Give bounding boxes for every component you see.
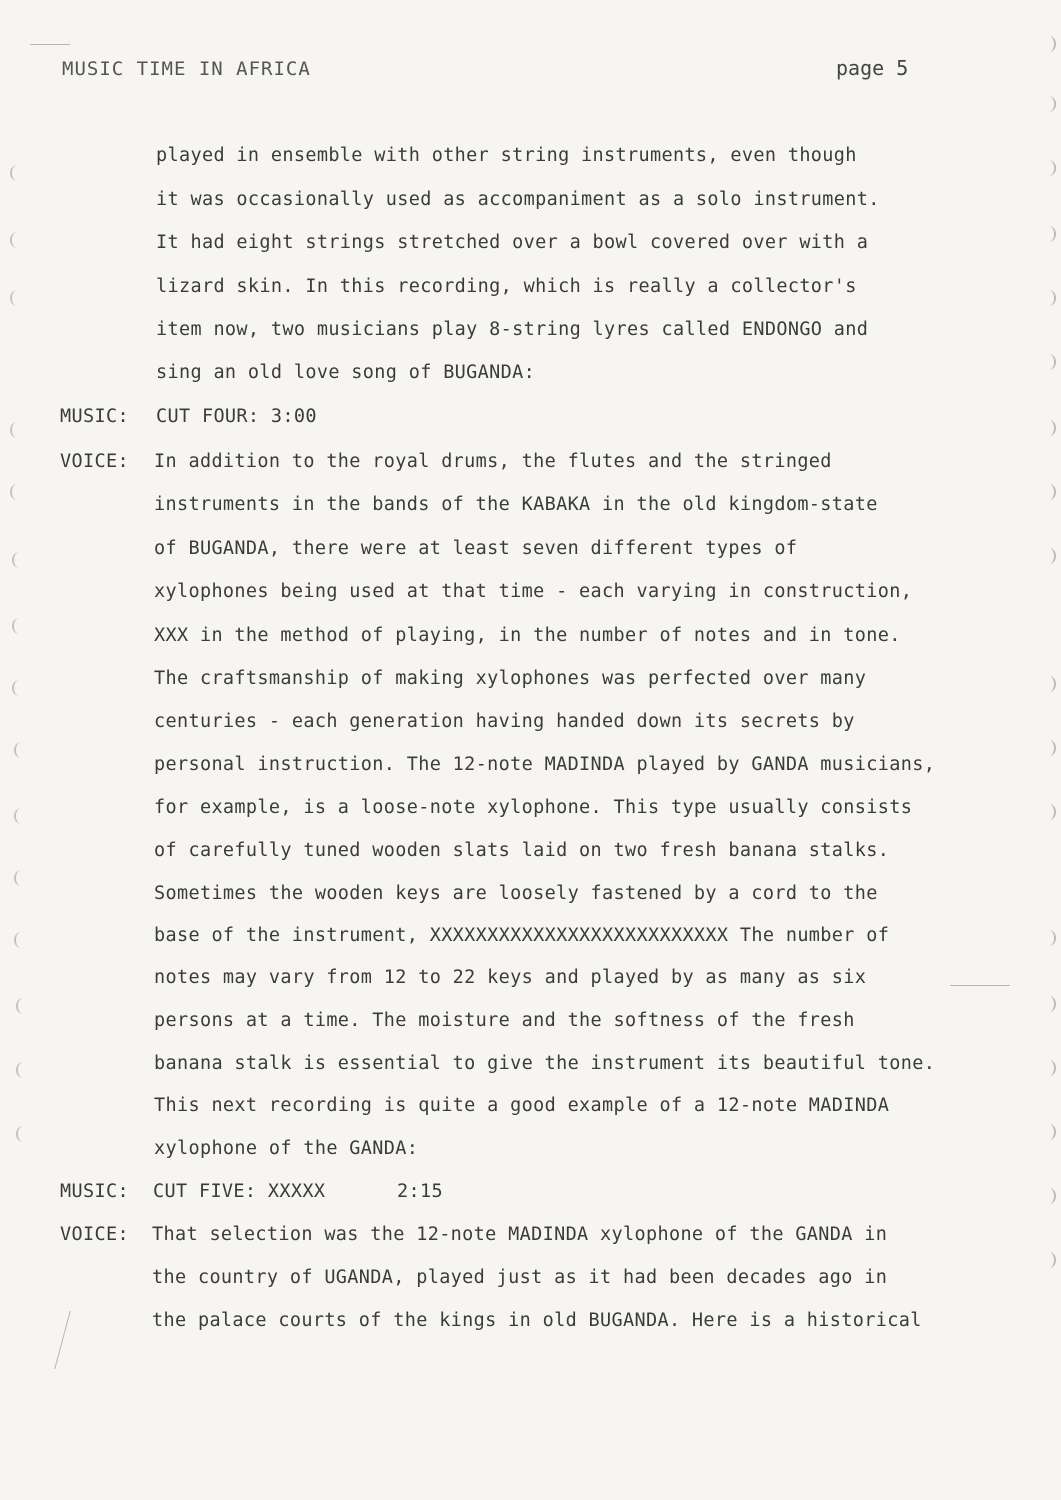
binder-hole [1042, 676, 1056, 692]
binder-hole [1042, 804, 1056, 820]
binder-hole [1042, 160, 1056, 176]
binder-hole [10, 422, 24, 438]
binder-hole [12, 680, 26, 696]
body-line: lizard skin. In this recording, which is really a collector's [156, 276, 857, 297]
voice-line: the palace courts of the kings in old BUGANDA. Here is a historical [152, 1310, 922, 1331]
binder-hole [1042, 996, 1056, 1012]
binder-hole [1042, 226, 1056, 242]
stray-mark [30, 44, 70, 45]
voice-line: centuries - each generation having handed down its secrets by [154, 711, 855, 732]
music-cue: CUT FOUR: 3:00 [156, 406, 317, 427]
voice-line: personal instruction. The 12-note MADINDA played by GANDA musicians, [154, 754, 936, 775]
stray-mark [950, 985, 1010, 986]
binder-hole [1042, 1188, 1056, 1204]
voice-label: VOICE: [60, 451, 129, 472]
binder-hole [1042, 1124, 1056, 1140]
binder-hole [10, 290, 24, 306]
binder-hole [1042, 548, 1056, 564]
voice-line: of carefully tuned wooden slats laid on two fresh banana stalks. [154, 840, 890, 861]
voice-line: xylophones being used at that time - each varying in construction, [154, 581, 913, 602]
body-line: sing an old love song of BUGANDA: [156, 362, 536, 383]
voice-line: The craftsmanship of making xylophones was perfected over many [154, 668, 867, 689]
binder-hole [1042, 1252, 1056, 1268]
voice-line: banana stalk is essential to give the instrument its beautiful tone. [154, 1053, 936, 1074]
binder-hole [1042, 484, 1056, 500]
voice-line: for example, is a loose-note xylophone. This type usually consists [154, 797, 913, 818]
binder-hole [1042, 420, 1056, 436]
binder-hole [1042, 740, 1056, 756]
voice-line: XXX in the method of playing, in the number of notes and in tone. [154, 625, 901, 646]
binder-hole [14, 808, 28, 824]
voice-line: In addition to the royal drums, the flutes and the stringed [154, 451, 832, 472]
voice-line: of BUGANDA, there were at least seven different types of [154, 538, 798, 559]
binder-hole [16, 1062, 30, 1078]
binder-hole [1042, 930, 1056, 946]
voice-line: base of the instrument, XXXXXXXXXXXXXXXXXXXXXXXXXX The number of [154, 925, 890, 946]
binder-hole [14, 932, 28, 948]
music-cue: CUT FIVE: XXXXX [153, 1181, 326, 1202]
voice-line: instruments in the bands of the KABAKA in the old kingdom-state [154, 494, 878, 515]
binder-hole [16, 1126, 30, 1142]
page-number: page 5 [836, 56, 909, 80]
page-header-title: MUSIC TIME IN AFRICA [62, 58, 311, 80]
binder-hole [14, 742, 28, 758]
binder-hole [1042, 290, 1056, 306]
voice-line: persons at a time. The moisture and the softness of the fresh [154, 1010, 855, 1031]
music-cue-time: 2:15 [397, 1181, 443, 1202]
voice-line: notes may vary from 12 to 22 keys and played by as many as six [154, 967, 867, 988]
voice-line: xylophone of the GANDA: [154, 1138, 419, 1159]
voice-line: the country of UGANDA, played just as it had been decades ago in [152, 1267, 888, 1288]
music-label: MUSIC: [60, 1181, 129, 1202]
voice-label: VOICE: [60, 1224, 129, 1245]
binder-hole [12, 618, 26, 634]
binder-hole [1042, 354, 1056, 370]
voice-line: That selection was the 12-note MADINDA xylophone of the GANDA in [152, 1224, 888, 1245]
body-line: item now, two musicians play 8-string lyres called ENDONGO and [156, 319, 869, 340]
binder-hole [14, 870, 28, 886]
binder-hole [16, 998, 30, 1014]
stray-mark [54, 1311, 70, 1369]
binder-hole [1042, 1060, 1056, 1076]
music-label: MUSIC: [60, 406, 129, 427]
binder-hole [10, 484, 24, 500]
voice-line: This next recording is quite a good example of a 12-note MADINDA [154, 1095, 890, 1116]
body-line: It had eight strings stretched over a bowl covered over with a [156, 232, 869, 253]
binder-hole [1042, 36, 1056, 52]
binder-hole [10, 232, 24, 248]
body-line: played in ensemble with other string instruments, even though [156, 145, 857, 166]
binder-hole [12, 552, 26, 568]
voice-line: Sometimes the wooden keys are loosely fastened by a cord to the [154, 883, 878, 904]
body-line: it was occasionally used as accompaniment as a solo instrument. [156, 189, 880, 210]
binder-hole [1042, 96, 1056, 112]
binder-hole [10, 165, 24, 181]
